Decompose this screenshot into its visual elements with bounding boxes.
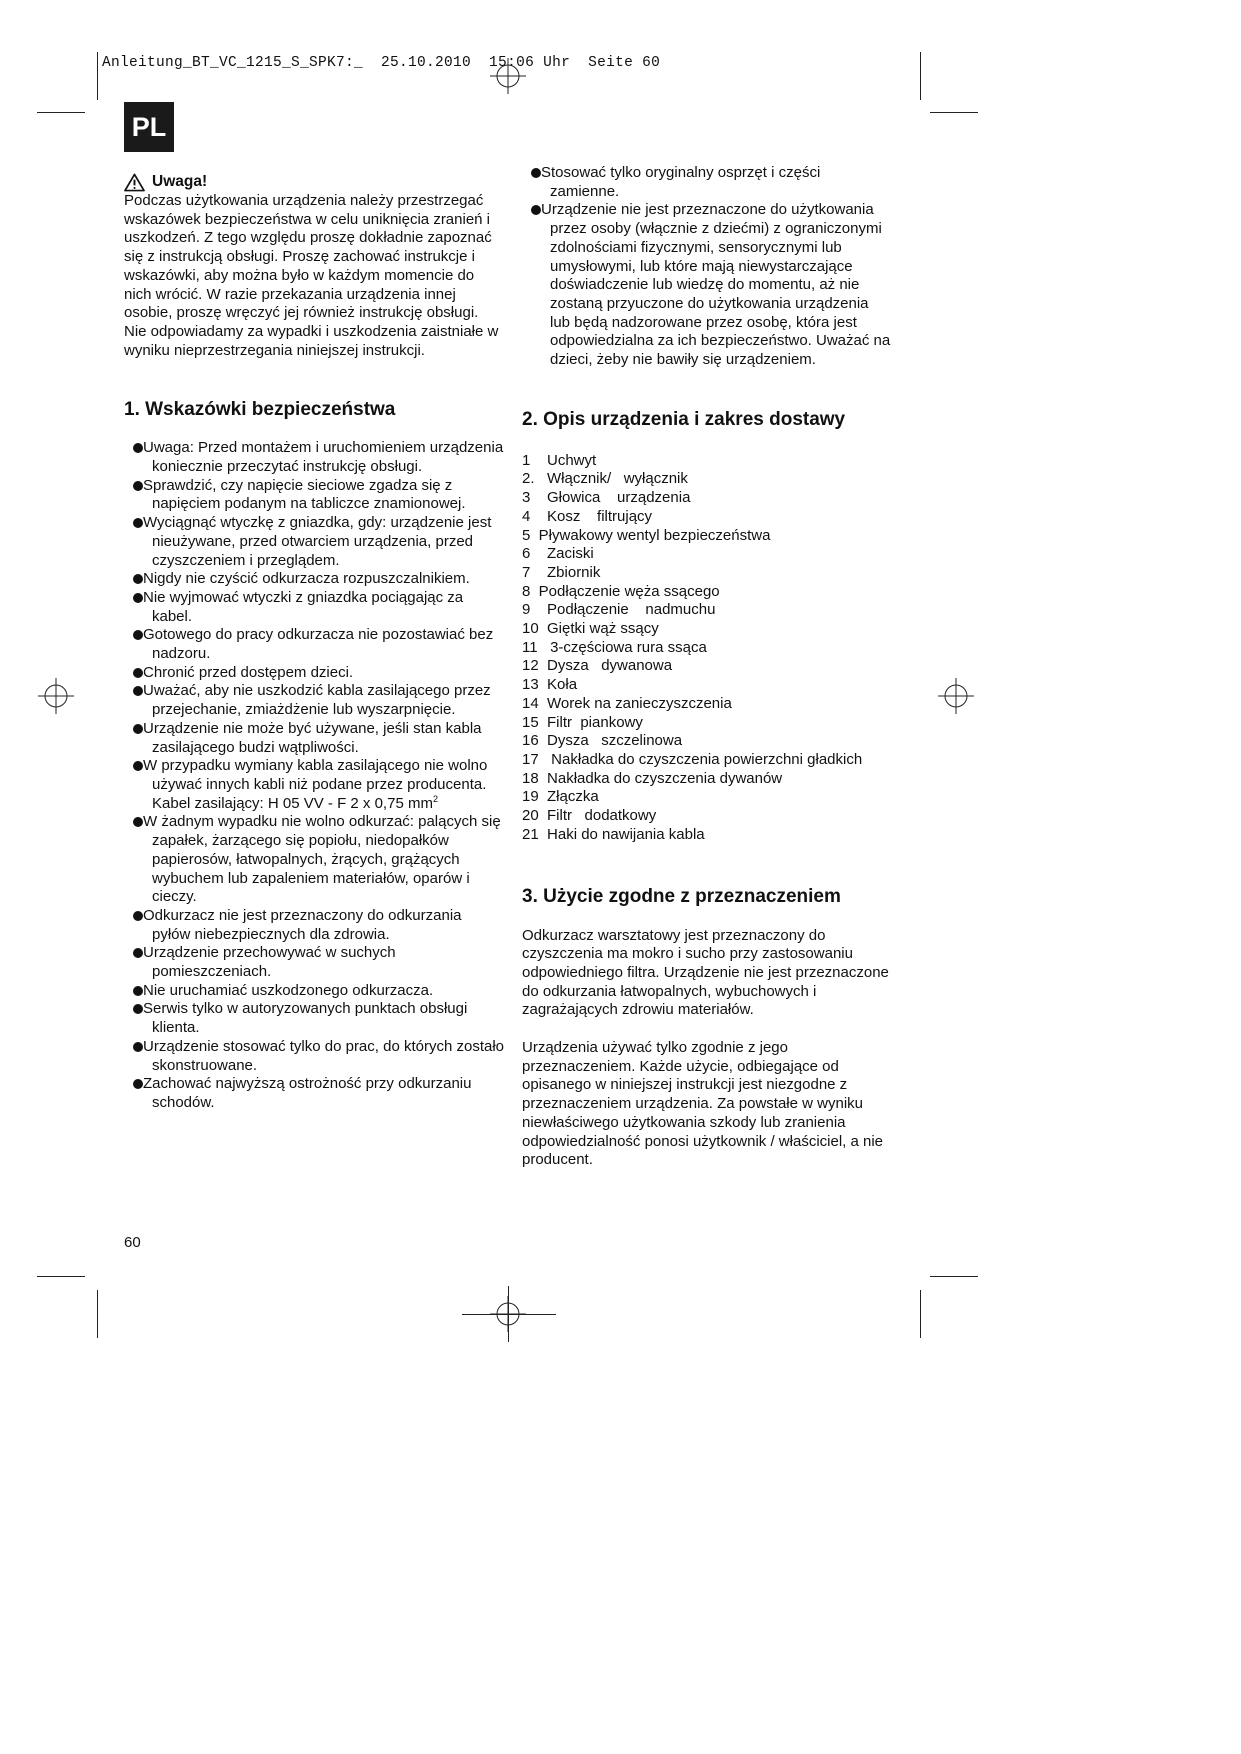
bullet-icon: [133, 630, 143, 640]
bullet-icon: [133, 724, 143, 734]
list-item-text: Stosować tylko oryginalny osprzęt i części zamienne.: [541, 164, 821, 200]
list-item: [124, 477, 504, 514]
safety-list: [124, 439, 504, 1112]
crop-mark: [462, 1314, 556, 1315]
crop-mark: [37, 1276, 85, 1277]
warning-triangle-icon: [124, 173, 145, 192]
list-item-text: Uważać, aby nie uszkodzić kabla zasilającego przez przejechanie, zmiażdżenie lub wyszarpnięcie.: [143, 682, 491, 719]
list-item-text: Zachować najwyższą ostrożność przy odkurzaniu schodów.: [143, 1075, 472, 1111]
bullet-icon: [531, 205, 541, 215]
bullet-icon: [133, 1079, 143, 1089]
crop-mark: [97, 1290, 98, 1338]
left-column: [124, 173, 504, 1113]
safety-list-continued: [522, 164, 892, 370]
registration-mark-icon: [38, 678, 74, 714]
list-item: [124, 720, 504, 757]
list-item-text: Urządzenie przechowywać w suchych pomieszczeniach.: [143, 944, 396, 981]
bullet-icon: [133, 686, 143, 696]
list-item-text: Chronić przed dostępem dzieci.: [143, 663, 354, 681]
list-item: 6 Zaciski: [522, 545, 594, 563]
list-item: [124, 944, 504, 981]
list-item-text: Gotowego do pracy odkurzacza nie pozostawiać bez nadzoru.: [143, 626, 494, 663]
list-item: 10 Giętki wąż ssący: [522, 620, 659, 638]
list-item: 8 Podłączenie węża ssącego: [522, 582, 720, 600]
list-item: [124, 589, 504, 626]
list-item: 13 Koła: [522, 676, 578, 694]
list-item-text: Urządzenie nie jest przeznaczone do użytkowania przez osoby (włącznie z dziećmi) z ograniczonymi zdolnościami fizycznymi, sensorycznymi lub umysłowymi, lub które mają niewystarczające doświadczenie lub wiedzę do momentu, aż nie zostaną przyuczone do użytkowania urządzenia lub będą nadzorowane przez osobę, która jest odpowiedzialna za ich bezpieczeństwo. Uważać na dzieci, żeby nie bawiły się urządzeniem.: [541, 201, 891, 369]
warning-title: Uwaga!: [152, 173, 208, 191]
list-item-text: W żadnym wypadku nie wolno odkurzać: palących się zapałek, żarzącego się popiołu, niedopałków papierosów, łatwopalnych, żrących, grążących wybuchem lub zapaleniem materiałów, oparów i cieczy.: [143, 813, 501, 906]
list-item: [124, 570, 504, 589]
list-item: 11 3-częściowa rura ssąca: [522, 638, 707, 656]
list-item-text: Odkurzacz nie jest przeznaczony do odkurzania pyłów niebezpiecznych dla zdrowia.: [143, 906, 462, 943]
list-item: 20 Filtr dodatkowy: [522, 807, 657, 825]
bullet-icon: [133, 761, 143, 771]
bullet-icon: [133, 481, 143, 491]
list-item: 2. Włącznik/ wyłącznik: [522, 470, 688, 488]
bullet-icon: [133, 443, 143, 453]
bullet-icon: [133, 911, 143, 921]
list-item: [124, 626, 504, 663]
bullet-icon: [531, 168, 541, 178]
list-item: 21 Haki do nawijania kabla: [522, 825, 705, 843]
list-item-text: Urządzenie stosować tylko do prac, do których zostało skonstruowane.: [143, 1037, 505, 1074]
list-item: [124, 813, 504, 907]
language-badge: PL: [124, 102, 174, 152]
list-item: 1 Uchwyt: [522, 451, 597, 469]
intended-use-paragraph: Urządzenia używać tylko zgodnie z jego przeznaczeniem. Każde użycie, odbiegające od opisanego w niniejszej instrukcji jest niezgodne z przeznaczeniem urządzenia. Za powstałe w wyniku niewłaściwego użytkowania szkody lub zranienia odpowiedzialność ponosi użytkownik / właściciel, a nie producent.: [522, 1039, 884, 1169]
warning-paragraph: Podczas użytkowania urządzenia należy przestrzegać wskazówek bezpieczeństwa w celu uniknięcia zranień i uszkodzeń. Z tego względu proszę dokładnie zapoznać się z instrukcją obsługi. Proszę zachować instrukcje i wskazówki, aby można było w każdym momencie do nich wrócić. W razie przekazania urządzenia innej osobie, proszę wręczyć jej również instrukcję obsługi.: [124, 192, 492, 322]
section-title: 2. Opis urządzenia i zakres dostawy: [522, 408, 846, 430]
intended-use-paragraph: Odkurzacz warsztatowy jest przeznaczony do czyszczenia ma mokro i sucho przy zastosowaniu odpowiedniego filtra. Urządzenie nie jest przeznaczone do odkurzania łatwopalnych, wybuchowych i zagrażających zdrowiu materiałów.: [522, 926, 889, 1019]
list-item: [124, 682, 504, 719]
list-item: 3 Głowica urządzenia: [522, 489, 691, 507]
crop-mark: [930, 112, 978, 113]
list-item-text: Sprawdzić, czy napięcie sieciowe zgadza się z napięciem podanym na tabliczce znamionowej.: [143, 476, 466, 513]
list-item: [124, 664, 504, 683]
list-item: [522, 201, 892, 369]
list-item-text: Uwaga: Przed montażem i uruchomieniem urządzenia koniecznie przeczytać instrukcję obsługi.: [143, 439, 504, 476]
crop-mark: [920, 52, 921, 100]
list-item-text: Nie wyjmować wtyczki z gniazdka pociągając za kabel.: [143, 588, 464, 625]
list-item: 18 Nakładka do czyszczenia dywanów: [522, 769, 783, 787]
bullet-icon: [133, 593, 143, 603]
list-item-text: W przypadku wymiany kabla zasilającego nie wolno używać innych kabli niż podane przez producenta. Kabel zasilający: H 05 VV - F 2 x 0,75 mm: [143, 757, 488, 812]
list-item-text: Nie uruchamiać uszkodzonego odkurzacza.: [143, 981, 434, 999]
bullet-icon: [133, 518, 143, 528]
list-item: 9 Podłączenie nadmuchu: [522, 601, 716, 619]
list-item: 16 Dysza szczelinowa: [522, 732, 683, 750]
registration-mark-icon: [938, 678, 974, 714]
list-item: [124, 757, 504, 813]
superscript: 2: [432, 793, 438, 804]
bullet-icon: [133, 948, 143, 958]
crop-mark: [508, 1286, 509, 1342]
list-item: [124, 514, 504, 570]
list-item: 14 Worek na zanieczyszczenia: [522, 694, 732, 712]
list-item: 12 Dysza dywanowa: [522, 657, 673, 675]
crop-mark: [930, 1276, 978, 1277]
print-header: Anleitung_BT_VC_1215_S_SPK7:_ 25.10.2010 15:06 Uhr Seite 60: [102, 55, 661, 71]
section-title: 1. Wskazówki bezpieczeństwa: [124, 399, 396, 421]
bullet-icon: [133, 1004, 143, 1014]
list-item: 5 Pływakowy wentyl bezpieczeństwa: [522, 526, 771, 544]
list-item: 17 Nakładka do czyszczenia powierzchni gładkich: [522, 750, 863, 768]
list-item: [522, 164, 892, 201]
bullet-icon: [133, 1042, 143, 1052]
list-item: 15 Filtr piankowy: [522, 713, 643, 731]
parts-list: [522, 452, 892, 845]
list-item-text: Serwis tylko w autoryzowanych punktach obsługi klienta.: [143, 1000, 468, 1037]
crop-mark: [920, 1290, 921, 1338]
section-title: 3. Użycie zgodne z przeznaczeniem: [522, 885, 841, 907]
list-item: 7 Zbiornik: [522, 563, 601, 581]
bullet-icon: [133, 574, 143, 584]
bullet-icon: [133, 668, 143, 678]
list-item-text: Nigdy nie czyścić odkurzacza rozpuszczalnikiem.: [143, 570, 470, 588]
list-item: [124, 1075, 504, 1112]
list-item: [124, 907, 504, 944]
list-item-text: Urządzenie nie może być używane, jeśli stan kabla zasilającego budzi wątpliwości.: [143, 719, 482, 756]
page-number: 60: [124, 1234, 141, 1251]
list-item: 19 Złączka: [522, 788, 599, 806]
list-item-text: Wyciągnąć wtyczkę z gniazdka, gdy: urządzenie jest nieużywane, przed otwarciem urządzenia, przed czyszczeniem i przeglądem.: [143, 514, 492, 569]
bullet-icon: [133, 986, 143, 996]
registration-mark-icon: [490, 58, 526, 94]
warning-heading: [124, 173, 504, 192]
list-item: [124, 982, 504, 1001]
right-column: [522, 164, 892, 1170]
bullet-icon: [133, 817, 143, 827]
crop-mark: [37, 112, 85, 113]
list-item: [124, 1038, 504, 1075]
warning-paragraph: Nie odpowiadamy za wypadki i uszkodzenia zaistniałe w wyniku nieprzestrzegania niniejszej instrukcji.: [124, 322, 499, 359]
crop-mark: [97, 52, 98, 100]
list-item: 4 Kosz filtrujący: [522, 507, 653, 525]
list-item: [124, 439, 504, 476]
list-item: [124, 1000, 504, 1037]
